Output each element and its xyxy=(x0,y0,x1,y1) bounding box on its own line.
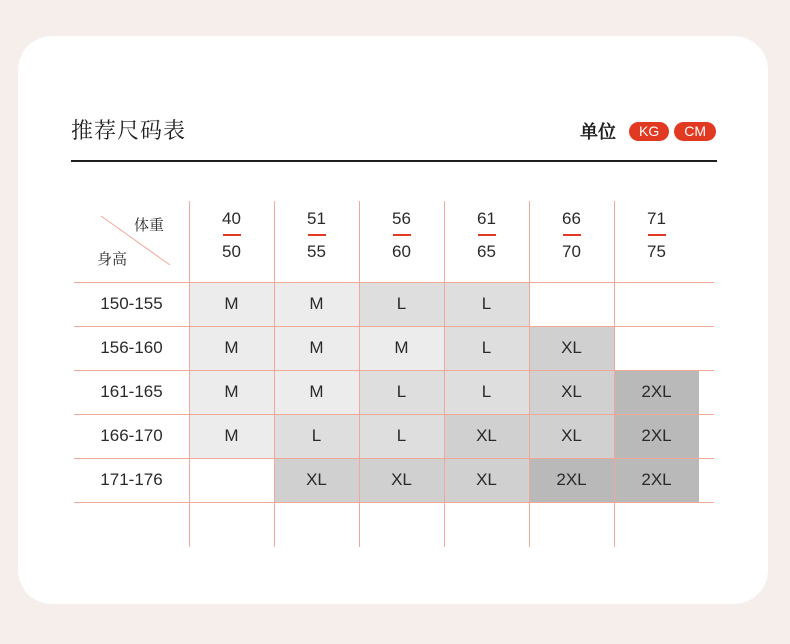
unit-cm-badge: CM xyxy=(674,122,716,141)
column-height: 50 xyxy=(222,242,241,261)
column-divider xyxy=(189,201,190,547)
column-weight: 40 xyxy=(222,209,241,228)
size-cell: L xyxy=(444,326,529,370)
row-divider xyxy=(74,502,714,503)
size-cell: 2XL xyxy=(614,370,699,414)
size-cell: XL xyxy=(444,458,529,502)
column-header xyxy=(274,201,359,282)
size-cell xyxy=(614,326,699,370)
column-header xyxy=(444,201,529,282)
unit-label: 单位 xyxy=(579,122,616,143)
size-cell: L xyxy=(359,282,444,326)
size-cell: XL xyxy=(274,458,359,502)
column-weight: 61 xyxy=(477,209,496,228)
column-divider-mark xyxy=(478,234,496,236)
size-cell xyxy=(614,282,699,326)
size-cell xyxy=(529,282,614,326)
size-cell: L xyxy=(444,370,529,414)
size-cell: 2XL xyxy=(529,458,614,502)
size-cell: XL xyxy=(529,326,614,370)
column-divider-mark xyxy=(648,234,666,236)
size-cell: XL xyxy=(529,370,614,414)
row-label: 161-165 xyxy=(100,382,163,401)
row-divider xyxy=(74,370,714,371)
size-cell: L xyxy=(359,370,444,414)
size-cell: M xyxy=(274,370,359,414)
size-cell: M xyxy=(274,282,359,326)
column-divider xyxy=(614,201,615,547)
size-cell: M xyxy=(189,326,274,370)
column-weight: 66 xyxy=(562,209,581,228)
column-divider-mark xyxy=(308,234,326,236)
column-weight: 56 xyxy=(392,209,411,228)
size-cell: L xyxy=(444,282,529,326)
column-divider xyxy=(529,201,530,547)
unit-kg-badge: KG xyxy=(629,122,669,141)
row-divider xyxy=(74,414,714,415)
column-header xyxy=(614,201,699,282)
row-divider xyxy=(74,282,714,283)
size-cell: M xyxy=(274,326,359,370)
column-header xyxy=(529,201,614,282)
size-table xyxy=(74,201,714,547)
row-label: 171-176 xyxy=(100,470,163,489)
column-divider-mark xyxy=(223,234,241,236)
column-weight: 71 xyxy=(647,209,666,228)
size-cell: L xyxy=(274,414,359,458)
size-cell: 2XL xyxy=(614,414,699,458)
size-cell: XL xyxy=(444,414,529,458)
size-cell xyxy=(189,458,274,502)
column-divider xyxy=(359,201,360,547)
column-divider-mark xyxy=(393,234,411,236)
row-label: 156-160 xyxy=(100,338,163,357)
column-divider xyxy=(274,201,275,547)
size-cell: M xyxy=(359,326,444,370)
row-divider xyxy=(74,458,714,459)
title-divider xyxy=(71,160,717,162)
column-height: 65 xyxy=(477,242,496,261)
size-cell: XL xyxy=(359,458,444,502)
unit-legend xyxy=(580,118,716,144)
row-label: 166-170 xyxy=(100,426,163,445)
column-header xyxy=(359,201,444,282)
column-height: 55 xyxy=(307,242,326,261)
size-cell: 2XL xyxy=(614,458,699,502)
corner-height-label: 身高 xyxy=(97,250,128,268)
column-height: 75 xyxy=(647,242,666,261)
column-divider-mark xyxy=(563,234,581,236)
column-divider xyxy=(444,201,445,547)
corner-weight-label: 体重 xyxy=(134,216,165,234)
corner-diagonal xyxy=(74,201,189,282)
size-cell: M xyxy=(189,414,274,458)
size-cell: M xyxy=(189,370,274,414)
column-height: 70 xyxy=(562,242,581,261)
row-divider xyxy=(74,326,714,327)
column-header xyxy=(189,201,274,282)
size-cell: L xyxy=(359,414,444,458)
size-cell: M xyxy=(189,282,274,326)
row-label: 150-155 xyxy=(100,294,163,313)
column-weight: 51 xyxy=(307,209,326,228)
size-cell: XL xyxy=(529,414,614,458)
column-height: 60 xyxy=(392,242,411,261)
page-title: 推荐尺码表 xyxy=(71,119,187,144)
